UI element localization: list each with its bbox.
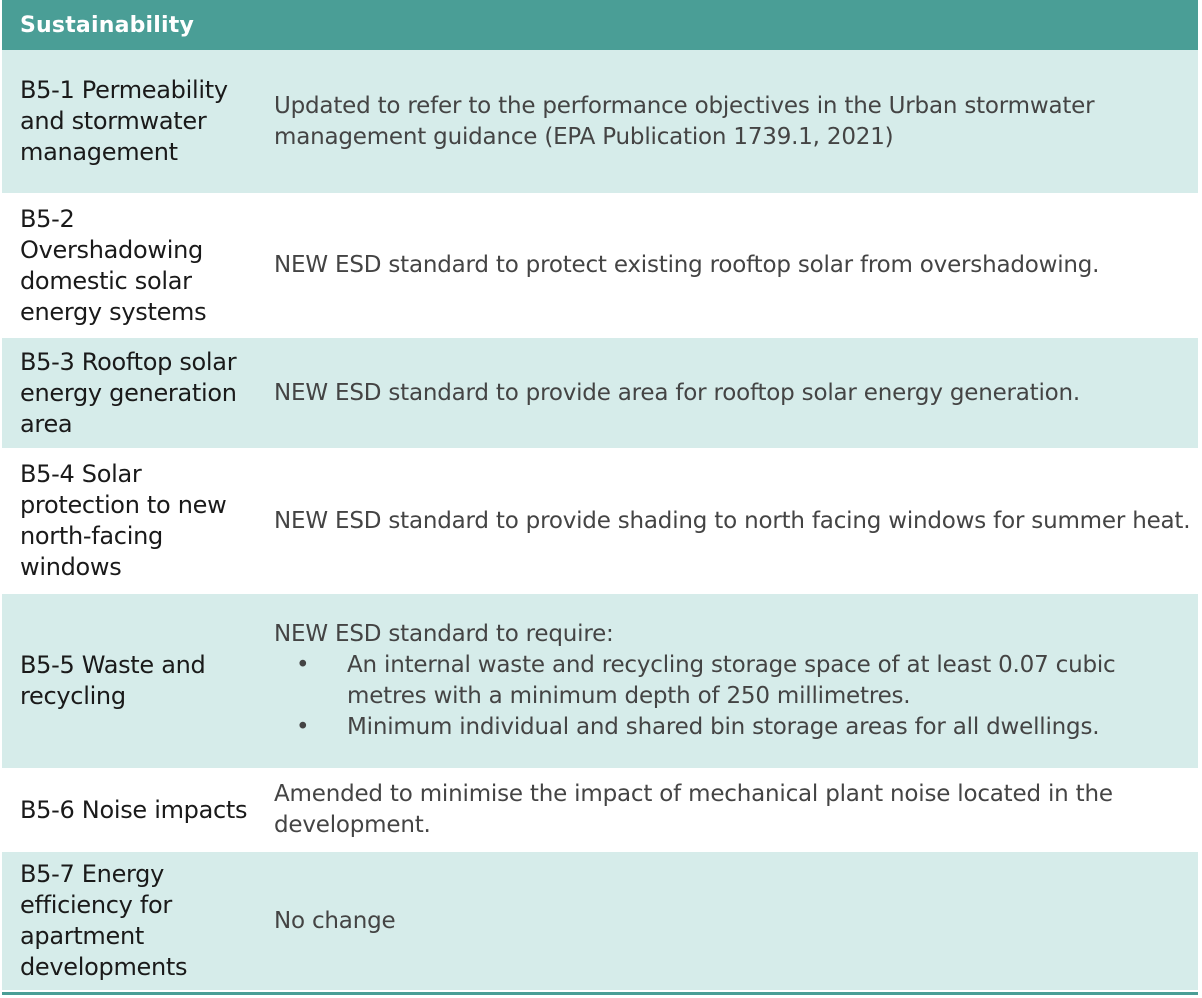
table-row (2, 50, 1198, 195)
table-row (2, 195, 1198, 338)
standard-name: B5-1 Permeability and stormwater management (20, 76, 228, 166)
table-header-title: Sustainability (20, 12, 195, 38)
standard-name: B5-6 Noise impacts (20, 795, 248, 824)
table-row (2, 770, 1198, 852)
requirement-item: • An internal waste and recycling storage space of at least 0.07 cubic metres with a minimum depth of 250 millimetres. (274, 650, 1192, 712)
standard-name: B5-4 Solar protection to new north-facing windows (20, 460, 227, 581)
standard-name: B5-7 Energy efficiency for apartment developments (20, 860, 188, 981)
standard-name: B5-5 Waste and recycling (20, 651, 206, 710)
standard-description: No change (274, 907, 396, 934)
requirement-item: • Minimum individual and shared bin storage areas for all dwellings. (274, 712, 1192, 743)
standard-description: NEW ESD standard to provide shading to north facing windows for summer heat. (274, 507, 1191, 534)
sustainability-table (2, 0, 1198, 995)
standard-description-block (256, 619, 1198, 743)
standard-description: NEW ESD standard to protect existing rooftop solar from overshadowing. (274, 252, 1100, 278)
requirement-list (274, 650, 1192, 743)
standard-name: B5-3 Rooftop solar energy generation area (20, 347, 237, 438)
table-row (2, 852, 1198, 992)
standard-name: B5-2 Overshadowing domestic solar energy systems (20, 204, 207, 326)
table-row (2, 338, 1198, 450)
standard-description: NEW ESD standard to require: (274, 621, 614, 647)
table-row (2, 450, 1198, 594)
standard-description: Amended to minimise the impact of mechanical plant noise located in the development. (274, 781, 1113, 838)
table-header (2, 0, 1198, 50)
standard-description: Updated to refer to the performance objectives in the Urban stormwater management guidance (EPA Publication 1739.1, 2021) (274, 92, 1095, 150)
table-row (2, 594, 1198, 770)
standard-description: NEW ESD standard to provide area for rooftop solar energy generation. (274, 379, 1081, 406)
